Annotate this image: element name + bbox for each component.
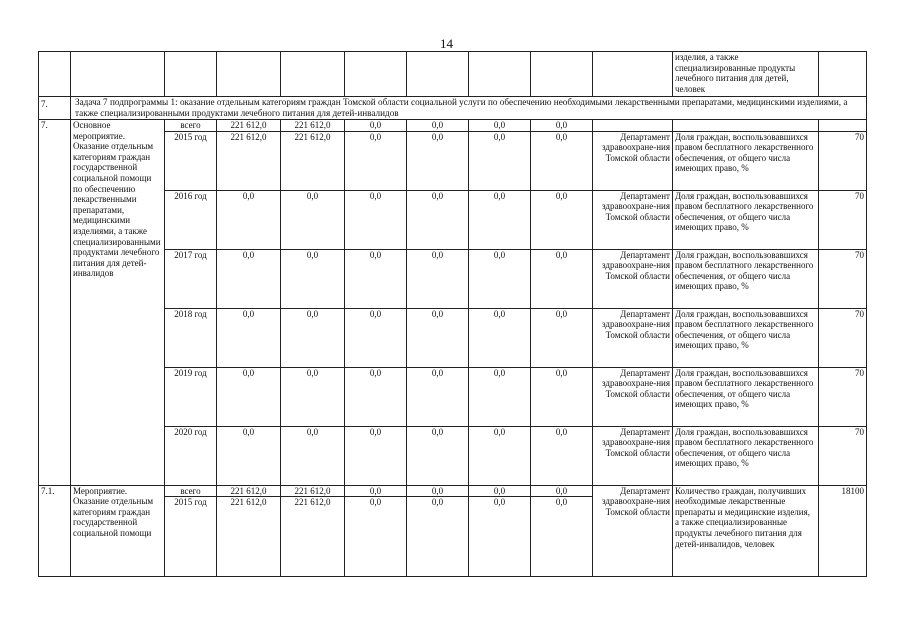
value-cell: 221 612,0: [281, 131, 345, 190]
department-cell: Департамент здравоохране-ния Томской области: [593, 249, 673, 308]
value-cell: 0,0: [531, 426, 593, 485]
value-cell: 0,0: [281, 190, 345, 249]
indicator-cell: Количество граждан, получивших необходимые лекарственные препараты и медицинские изделия, а также специализированные продукты лечебного питания для детей-инвалидов, человек: [673, 485, 819, 577]
value-cell: 0,0: [217, 308, 281, 367]
value-cell: 0,0: [407, 190, 469, 249]
value-cell: 0,0: [217, 190, 281, 249]
value-cell: 0,0: [469, 131, 531, 190]
indicator-value: 70: [819, 190, 867, 249]
activity-name: Основное мероприятие. Оказание отдельным категориям граждан государственной социальной помощи по обеспечению лекарственными препаратами, медицинскими изделиями, а также специализированными продуктами лечебного питания для детей-инвалидов: [71, 120, 165, 486]
value-cell: 0,0: [345, 497, 407, 577]
table-row: [39, 52, 867, 97]
value-cell: 0,0: [345, 426, 407, 485]
indicator-value: 70: [819, 131, 867, 190]
program-table: [38, 51, 867, 577]
value-cell: 0,0: [469, 485, 531, 497]
year-cell: 2016 год: [165, 190, 217, 249]
value-cell: 0,0: [469, 426, 531, 485]
department-cell: Департамент здравоохране-ния Томской области: [593, 308, 673, 367]
value-cell: 0,0: [407, 131, 469, 190]
value-cell: 0,0: [345, 485, 407, 497]
value-cell: 221 612,0: [217, 120, 281, 132]
indicator-value: 70: [819, 367, 867, 426]
value-cell: 0,0: [469, 497, 531, 577]
value-cell: 0,0: [281, 367, 345, 426]
value-cell: 0,0: [469, 120, 531, 132]
value-cell: 0,0: [281, 308, 345, 367]
value-cell: 0,0: [281, 426, 345, 485]
value-cell: 0,0: [531, 497, 593, 577]
year-cell: 2015 год: [165, 131, 217, 190]
indicator-value: 70: [819, 426, 867, 485]
indicator-cell: Доля граждан, воспользовавшихся правом бесплатного лекарственного обеспечения, от общего числа имеющих право, %: [673, 249, 819, 308]
value-cell: 0,0: [407, 367, 469, 426]
year-cell: 2017 год: [165, 249, 217, 308]
indicator-cell: Доля граждан, воспользовавшихся правом бесплатного лекарственного обеспечения, от общего числа имеющих право, %: [673, 426, 819, 485]
value-cell: 0,0: [407, 249, 469, 308]
value-cell: 0,0: [407, 485, 469, 497]
value-cell: 0,0: [345, 249, 407, 308]
indicator-value: 18100: [819, 485, 867, 577]
table-row: [39, 120, 867, 132]
indicator-value: 70: [819, 308, 867, 367]
department-cell: Департамент здравоохране-ния Томской области: [593, 485, 673, 577]
indicator-cell: Доля граждан, воспользовавшихся правом бесплатного лекарственного обеспечения, от общего числа имеющих право, %: [673, 367, 819, 426]
year-cell: всего: [165, 485, 217, 497]
value-cell: 0,0: [531, 485, 593, 497]
task-title: Задача 7 подпрограммы 1: оказание отдельным категориям граждан Томской области социальной услуги по обеспечению необходимыми лекарственными препаратами, медицинскими изделиями, а также специализированными продуктами лечебного питания для детей-инвалидов: [71, 97, 867, 120]
value-cell: 0,0: [281, 249, 345, 308]
value-cell: 0,0: [345, 120, 407, 132]
value-cell: 0,0: [217, 426, 281, 485]
indicator-cell: Доля граждан, воспользовавшихся правом бесплатного лекарственного обеспечения, от общего числа имеющих право, %: [673, 131, 819, 190]
value-cell: 221 612,0: [217, 131, 281, 190]
value-cell: 0,0: [217, 367, 281, 426]
value-cell: 0,0: [217, 249, 281, 308]
year-cell: 2015 год: [165, 497, 217, 577]
table-row: [39, 485, 867, 497]
value-cell: 0,0: [407, 120, 469, 132]
page-number: 14: [440, 36, 453, 51]
value-cell: 0,0: [407, 497, 469, 577]
value-cell: 0,0: [345, 190, 407, 249]
indicator-value: 70: [819, 249, 867, 308]
value-cell: 0,0: [531, 367, 593, 426]
year-cell: 2018 год: [165, 308, 217, 367]
year-cell: 2020 год: [165, 426, 217, 485]
indicator-cell: Доля граждан, воспользовавшихся правом бесплатного лекарственного обеспечения, от общего числа имеющих право, %: [673, 190, 819, 249]
value-cell: 0,0: [469, 367, 531, 426]
value-cell: 221 612,0: [217, 485, 281, 497]
value-cell: 221 612,0: [281, 497, 345, 577]
value-cell: 0,0: [469, 249, 531, 308]
indicator-cell: Доля граждан, воспользовавшихся правом бесплатного лекарственного обеспечения, от общего числа имеющих право, %: [673, 308, 819, 367]
value-cell: 0,0: [531, 190, 593, 249]
row-number: 7.: [39, 97, 71, 120]
value-cell: 221 612,0: [281, 485, 345, 497]
value-cell: 221 612,0: [217, 497, 281, 577]
value-cell: 0,0: [469, 308, 531, 367]
value-cell: 0,0: [531, 308, 593, 367]
value-cell: 0,0: [469, 190, 531, 249]
department-cell: Департамент здравоохране-ния Томской области: [593, 131, 673, 190]
indicator-cell: изделия, а также специализированные продукты лечебного питания для детей, человек: [673, 52, 819, 97]
row-number: 7.1.: [39, 485, 71, 577]
task-row: [39, 97, 867, 120]
value-cell: 0,0: [407, 308, 469, 367]
row-number: 7.: [39, 120, 71, 486]
value-cell: 0,0: [345, 367, 407, 426]
department-cell: Департамент здравоохране-ния Томской области: [593, 190, 673, 249]
value-cell: 0,0: [345, 131, 407, 190]
value-cell: 0,0: [531, 120, 593, 132]
department-cell: Департамент здравоохране-ния Томской области: [593, 426, 673, 485]
year-cell: всего: [165, 120, 217, 132]
year-cell: 2019 год: [165, 367, 217, 426]
value-cell: 0,0: [531, 131, 593, 190]
value-cell: 0,0: [345, 308, 407, 367]
activity-name: Мероприятие. Оказание отдельным категориям граждан государственной социальной помощи: [71, 485, 165, 577]
value-cell: 0,0: [531, 249, 593, 308]
value-cell: 0,0: [407, 426, 469, 485]
value-cell: 221 612,0: [281, 120, 345, 132]
department-cell: Департамент здравоохране-ния Томской области: [593, 367, 673, 426]
